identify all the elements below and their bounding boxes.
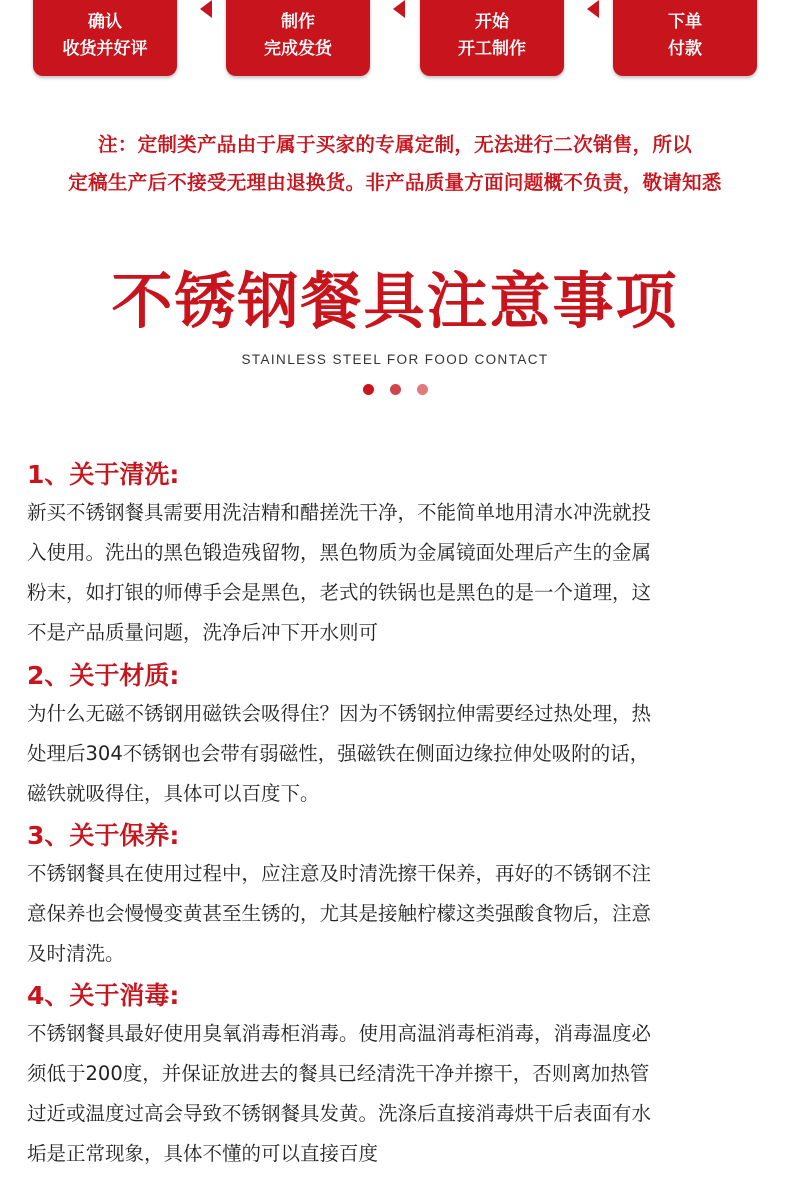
step-order-pay [613,0,757,76]
section-body-maintenance [27,854,767,974]
section-body-cleaning [27,493,767,653]
body-line: 为什么无磁不锈钢用磁铁会吸得住？因为不锈钢拉伸需要经过热处理，热 [27,702,652,725]
step-confirm-receipt [33,0,177,76]
body-line: 新买不锈钢餐具需要用洗洁精和醋搓洗干净，不能简单地用清水冲洗就投 [27,501,652,524]
body-line: 处理后304不锈钢也会带有弱磁性，强磁铁在侧面边缘拉伸处吸附的话， [27,742,650,765]
arrow-left-icon [587,0,599,18]
section-heading-material: 2、关于材质: [27,661,180,690]
arrow-left-icon [393,0,405,18]
body-line: 及时清洗。 [27,942,125,965]
step-line1: 下单 [668,12,702,32]
body-line: 粉末，如打银的师傅手会是黑色，老式的铁锅也是黑色的是一个道理，这 [27,581,652,604]
body-line: 入使用。洗出的黑色锻造残留物，黑色物质为金属镜面处理后产生的金属 [27,541,652,564]
notice-line: 注：定制类产品由于属于买家的专属定制，无法进行二次销售，所以 [97,133,692,156]
body-line: 过近或温度过高会导致不锈钢餐具发黄。洗涤后直接消毒烘干后表面有水 [27,1102,652,1125]
step-line2: 开工制作 [458,39,526,59]
body-line: 磁铁就吸得住，具体可以百度下。 [27,782,320,805]
body-line: 不是产品质量问题，洗净后冲下开水则可 [27,621,379,644]
section-heading-cleaning: 1、关于清洗: [27,460,180,489]
step-line1: 确认 [88,12,122,32]
step-line1: 开始 [475,12,509,32]
section-heading-disinfection: 4、关于消毒: [27,981,180,1010]
step-ship [226,0,370,76]
section-body-disinfection [27,1014,767,1174]
body-line: 不锈钢餐具在使用过程中，应注意及时清洗擦干保养，再好的不锈钢不注 [27,862,652,885]
section-body-material [27,694,767,814]
body-line: 须低于200度，并保证放进去的餐具已经清洗干净并擦干，否则离加热管 [27,1062,650,1085]
body-line: 垢是正常现象，具体不懂的可以直接百度 [27,1142,379,1165]
process-steps [0,0,790,80]
dot-icon [390,384,401,395]
dot-icon [363,384,374,395]
notice-line: 定稿生产后不接受无理由退换货。非产品质量方面问题概不负责，敬请知悉 [68,171,722,194]
body-line: 不锈钢餐具最好使用臭氧消毒柜消毒。使用高温消毒柜消毒，消毒温度必 [27,1022,652,1045]
arrow-left-icon [200,0,212,18]
step-line2: 收货并好评 [62,39,148,59]
step-start-production [420,0,564,76]
step-line2: 付款 [668,39,702,59]
page-title: 不锈钢餐具注意事项 [111,266,679,337]
dot-icon [417,384,428,395]
step-line1: 制作 [281,12,315,32]
section-heading-maintenance: 3、关于保养: [27,821,180,850]
page-subtitle: STAINLESS STEEL FOR FOOD CONTACT [241,352,549,367]
decorative-dots [363,384,433,396]
custom-order-notice [0,126,790,202]
step-line2: 完成发货 [264,39,332,59]
body-line: 意保养也会慢慢变黄甚至生锈的，尤其是接触柠檬这类强酸食物后，注意 [27,902,652,925]
